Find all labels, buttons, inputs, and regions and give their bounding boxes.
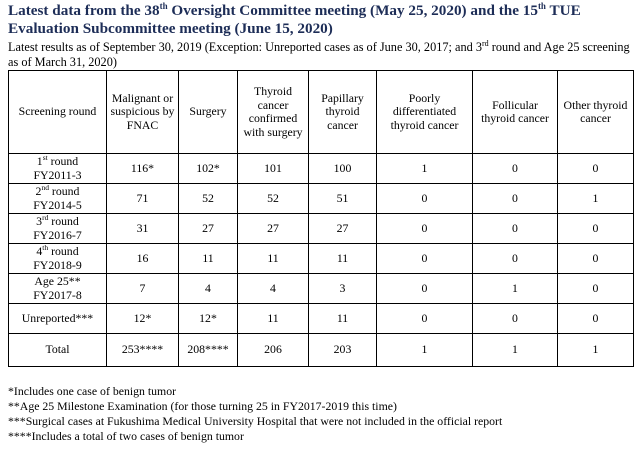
footnote: **Age 25 Milestone Examination (for those turning 25 in FY2017-2019 this time) (8, 399, 397, 413)
total-cell: 253**** (107, 334, 179, 367)
total-cell: 1 (558, 334, 634, 367)
table-cell: 0 (473, 244, 558, 274)
table-row (9, 304, 634, 334)
total-row (9, 334, 634, 367)
table-cell: 52 (179, 184, 238, 214)
table-cell: 3 (309, 274, 377, 304)
header-papillary: Papillary thyroid cancer (309, 71, 377, 154)
total-cell: 1 (377, 334, 473, 367)
table-cell: 0 (377, 304, 473, 334)
total-cell: 206 (238, 334, 309, 367)
table-cell: 0 (558, 214, 634, 244)
total-label: Total (9, 334, 107, 367)
table-cell: 52 (238, 184, 309, 214)
table-cell: 0 (473, 214, 558, 244)
table-row (9, 184, 634, 214)
header-surgery: Surgery (179, 71, 238, 154)
screening-round-cell: 3rd round FY2016-7 (9, 214, 107, 244)
table-cell: 11 (309, 304, 377, 334)
table-cell: 116* (107, 154, 179, 184)
page-title: Latest data from the 38th Oversight Committee meeting (May 25, 2020) and the 15th TUE Evaluation Subcommittee meeting (June 15, 2020) (8, 0, 581, 37)
table-cell: 16 (107, 244, 179, 274)
total-cell: 1 (473, 334, 558, 367)
table-cell: 0 (473, 184, 558, 214)
table-header-row (9, 71, 634, 154)
screening-round-cell: 1st round FY2011-3 (9, 154, 107, 184)
table-cell: 27 (309, 214, 377, 244)
table-cell: 12* (179, 304, 238, 334)
footnote: ****Includes a total of two cases of benign tumor (8, 429, 244, 443)
header-other: Other thyroid cancer (558, 71, 634, 154)
header-screening-round: Screening round (9, 71, 107, 154)
table-cell: 7 (107, 274, 179, 304)
header-malignant-fnac: Malignant or suspicious by FNAC (107, 71, 179, 154)
table-row (9, 154, 634, 184)
results-date-note: Latest results as of September 30, 2019 (Exception: Unreported cases as of June 30, 2017; and 3rd round and Age 25 screening as of March 31, 2020) (8, 38, 630, 69)
footnote: ***Surgical cases at Fukushima Medical University Hospital that were not included in the official report (8, 414, 503, 428)
table-cell: 51 (309, 184, 377, 214)
table-cell: 0 (377, 214, 473, 244)
table-cell: 27 (238, 214, 309, 244)
footnote: *Includes one case of benign tumor (8, 384, 177, 398)
table-cell: 11 (179, 244, 238, 274)
screening-round-cell: 4th round FY2018-9 (9, 244, 107, 274)
table-cell: 31 (107, 214, 179, 244)
table-cell: 1 (473, 274, 558, 304)
table-cell: 11 (238, 304, 309, 334)
header-follicular: Follicular thyroid cancer (473, 71, 558, 154)
table-cell: 0 (558, 154, 634, 184)
thyroid-screening-table (8, 70, 634, 367)
table-cell: 0 (473, 154, 558, 184)
table-cell: 71 (107, 184, 179, 214)
footnotes (8, 384, 502, 444)
header-confirmed-cancer: Thyroid cancer confirmed with surgery (238, 71, 309, 154)
screening-round-cell: Unreported*** (9, 304, 107, 334)
table-cell: 0 (558, 304, 634, 334)
table-cell: 27 (179, 214, 238, 244)
table-cell: 0 (377, 274, 473, 304)
screening-round-cell: 2nd round FY2014-5 (9, 184, 107, 214)
screening-round-cell: Age 25** FY2017-8 (9, 274, 107, 304)
table-cell: 0 (558, 274, 634, 304)
total-cell: 203 (309, 334, 377, 367)
table-cell: 12* (107, 304, 179, 334)
table-cell: 4 (179, 274, 238, 304)
total-cell: 208**** (179, 334, 238, 367)
header-poorly-differentiated: Poorly differentiated thyroid cancer (377, 71, 473, 154)
table-cell: 4 (238, 274, 309, 304)
table-cell: 1 (377, 154, 473, 184)
table-row (9, 214, 634, 244)
table-cell: 0 (377, 184, 473, 214)
table-cell: 0 (377, 244, 473, 274)
table-cell: 0 (473, 304, 558, 334)
table-cell: 11 (309, 244, 377, 274)
table-cell: 11 (238, 244, 309, 274)
table-row (9, 274, 634, 304)
table-row (9, 244, 634, 274)
table-cell: 101 (238, 154, 309, 184)
table-cell: 100 (309, 154, 377, 184)
table-cell: 0 (558, 244, 634, 274)
table-cell: 1 (558, 184, 634, 214)
table-cell: 102* (179, 154, 238, 184)
